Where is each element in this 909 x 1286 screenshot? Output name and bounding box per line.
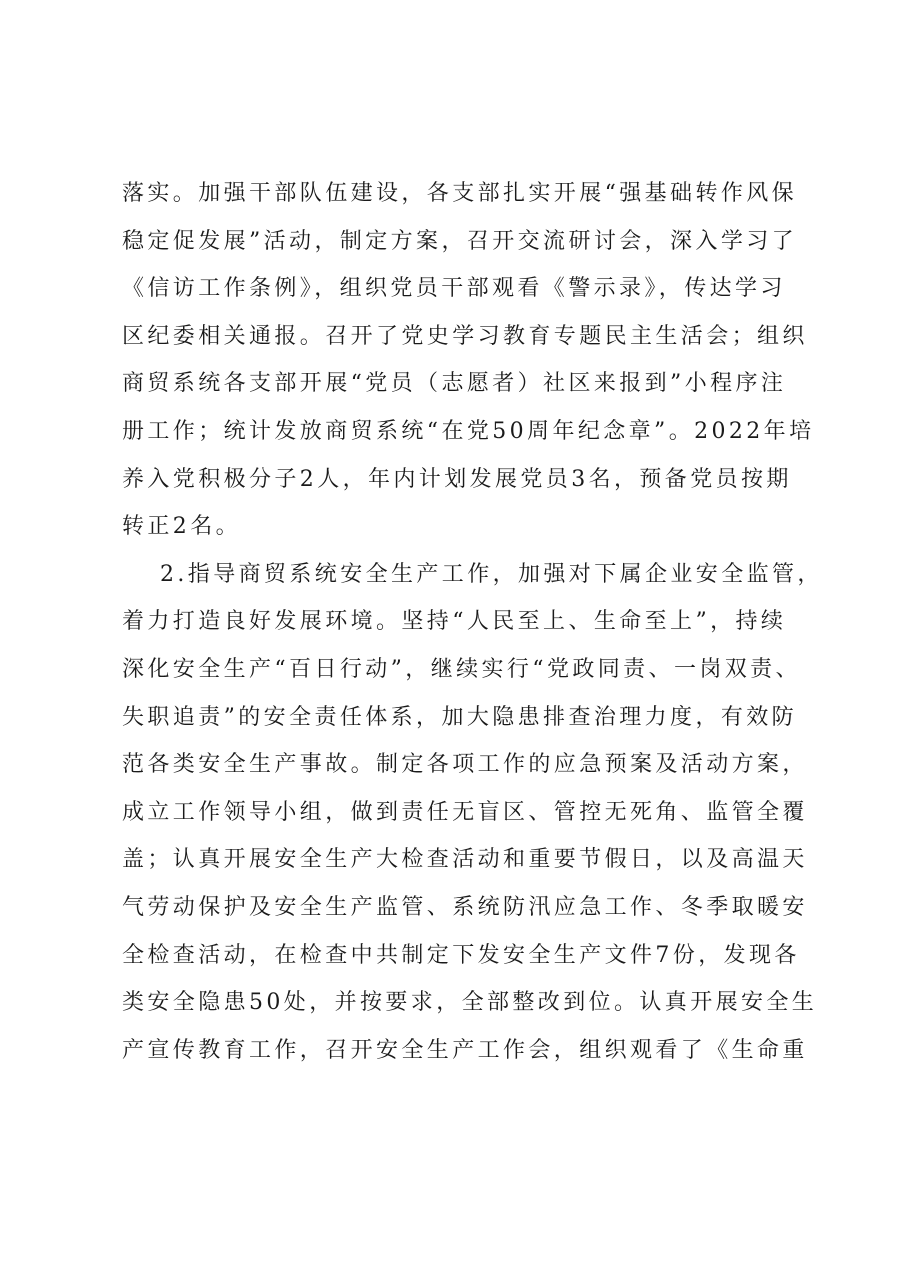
text-line: 区纪委相关通报。召开了党史学习教育专题民主生活会；组织 xyxy=(122,323,808,349)
text-line: 深化安全生产“百日行动”，继续实行“党政同责、一岗双责、 xyxy=(122,656,801,682)
text-line: 盖；认真开展安全生产大检查活动和重要节假日，以及高温天 xyxy=(122,847,808,873)
text-line: 《信访工作条例》，组织党员干部观看《警示录》，传达学习 xyxy=(122,276,786,302)
text-line: 类安全隐患50处，并按要求，全部整改到位。认真开展安全生 xyxy=(122,990,818,1016)
text-line: 稳定促发展”活动，制定方案，召开交流研讨会，深入学习了 xyxy=(122,228,798,254)
text-line: 全检查活动，在检查中共制定下发安全生产文件7份，发现各 xyxy=(122,942,800,968)
text-line: 范各类安全生产事故。制定各项工作的应急预案及活动方案， xyxy=(122,752,808,778)
text-line: 落实。加强干部队伍建设，各支部扎实开展“强基础转作风保 xyxy=(122,181,798,206)
text-line: 养入党积极分子2人，年内计划发展党员3名，预备党员按期 xyxy=(122,466,792,492)
text-line: 失职追责”的安全责任体系，加大隐患排查治理力度，有效防 xyxy=(122,704,798,730)
text-line: 转正2名。 xyxy=(122,514,241,540)
text-line: 商贸系统各支部开展“党员（志愿者）社区来报到”小程序注 xyxy=(122,371,787,397)
text-line: 成立工作领导小组，做到责任无盲区、管控无死角、监管全覆 xyxy=(122,799,808,825)
text-line: 册工作；统计发放商贸系统“在党50周年纪念章”。2022年培 xyxy=(122,418,815,444)
text-line: 气劳动保护及安全生产监管、系统防汛应急工作、冬季取暖安 xyxy=(122,894,808,920)
paragraph-start-line: 2.指导商贸系统安全生产工作，加强对下属企业安全监管， xyxy=(160,561,823,587)
text-line: 产宣传教育工作，召开安全生产工作会，组织观看了《生命重 xyxy=(122,1037,808,1063)
body-text xyxy=(122,170,823,1074)
text-line: 着力打造良好发展环境。坚持“人民至上、生命至上”，持续 xyxy=(122,609,787,635)
